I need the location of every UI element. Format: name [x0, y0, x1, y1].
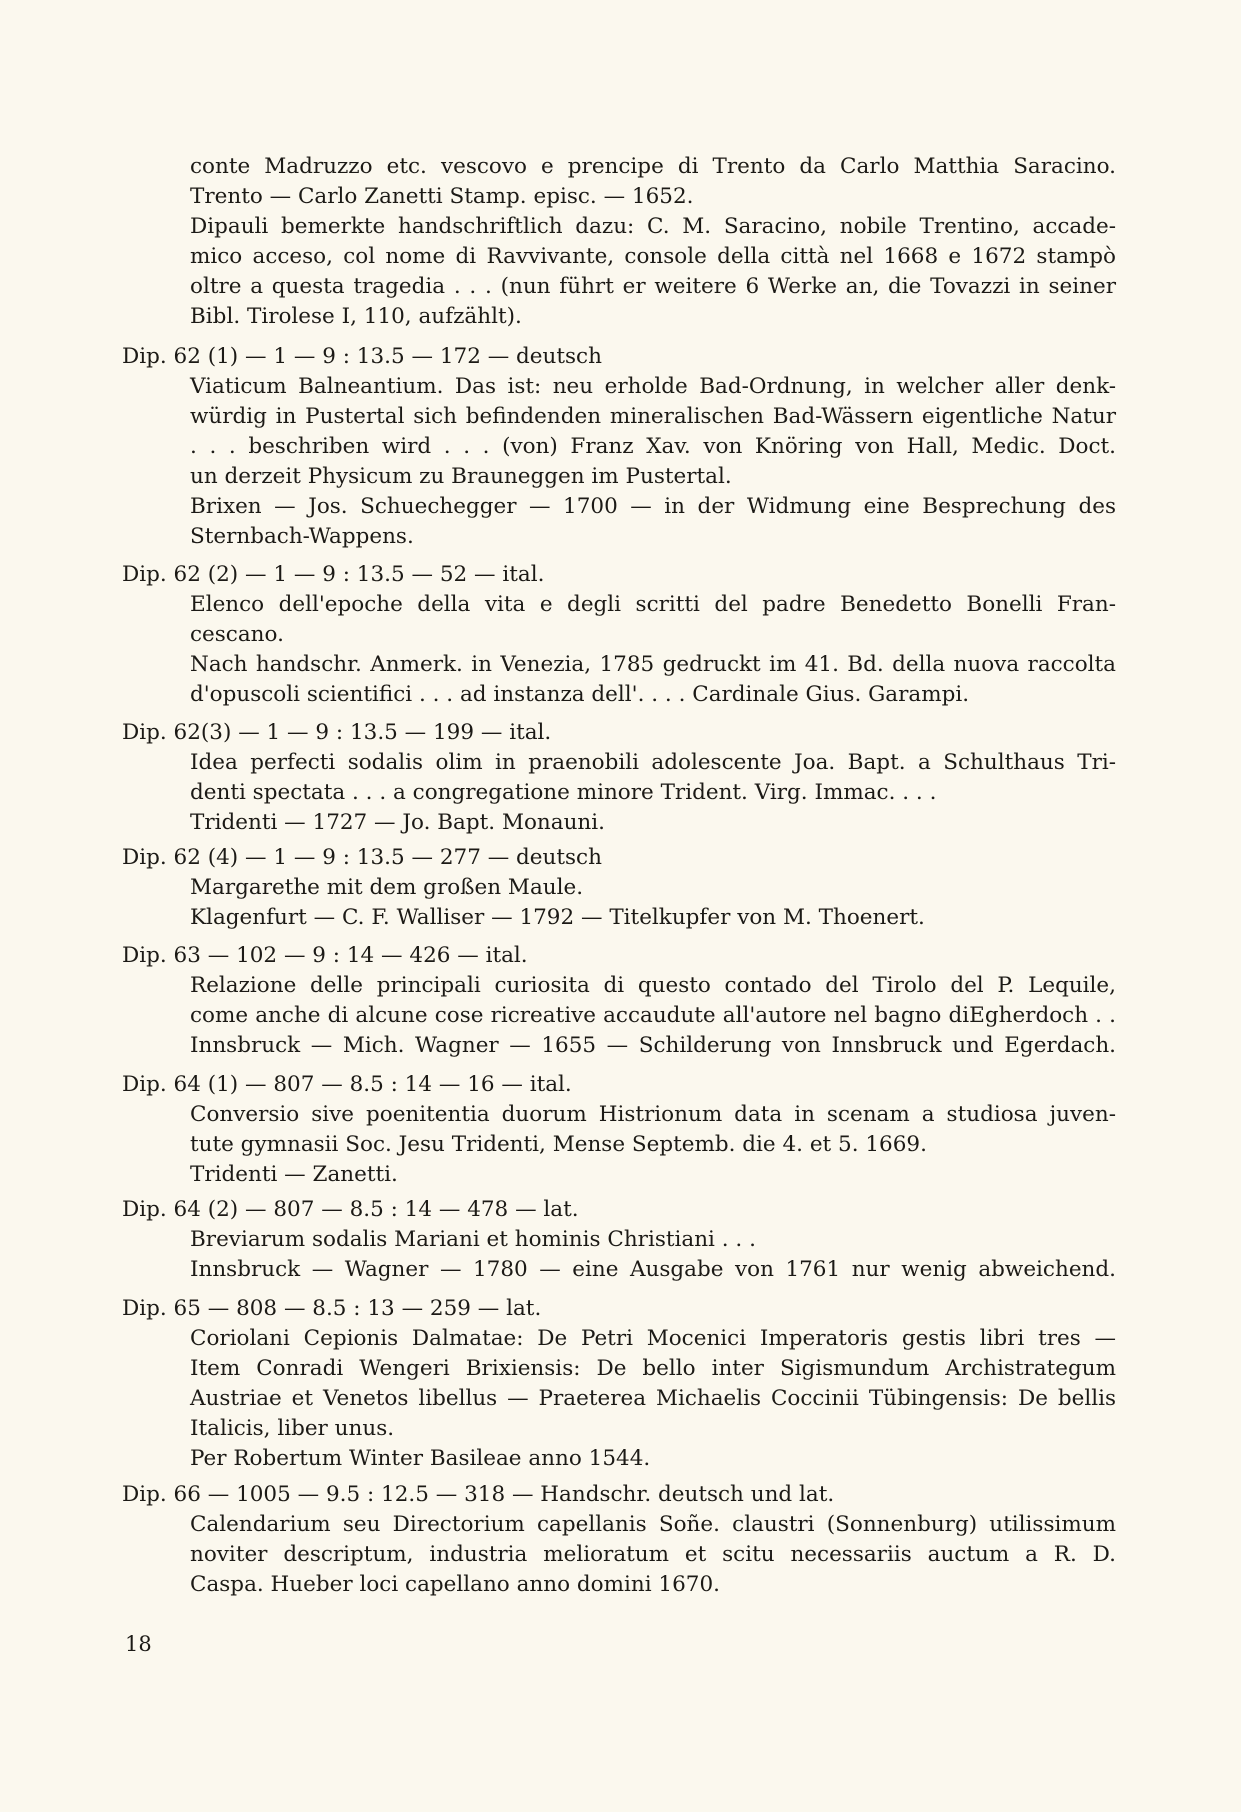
- entry-heading: Dip. 64 (1) — 807 — 8.5 : 14 — 16 — ital.: [122, 1072, 572, 1097]
- text-line: un derzeit Physicum zu Brauneggen im Pustertal.: [190, 464, 732, 489]
- text-line: Breviarum sodalis Mariani et hominis Christiani . . .: [190, 1227, 756, 1252]
- entry-heading: Dip. 63 — 102 — 9 : 14 — 426 — ital.: [122, 943, 528, 968]
- text-line: d'opuscoli scientifici . . . ad instanza dell'. . . . Cardinale Gius. Garampi.: [190, 682, 970, 707]
- text-line: Caspa. Hueber loci capellano anno domini 1670.: [190, 1572, 720, 1597]
- text-line: noviter descriptum, industria melioratum et scitu necessariis auctum a R. D.: [190, 1542, 1116, 1567]
- text-line: Tridenti — Zanetti.: [190, 1162, 398, 1187]
- text-line: come anche di alcune cose ricreative accaudute all'autore nel bagno diEgherdoch . .: [190, 1003, 1116, 1028]
- text-line: Italicis, liber unus.: [190, 1416, 395, 1441]
- text-line: Nach handschr. Anmerk. in Venezia, 1785 gedruckt im 41. Bd. della nuova raccolta: [190, 652, 1116, 677]
- text-line: Innsbruck — Wagner — 1780 — eine Ausgabe von 1761 nur wenig abweichend.: [190, 1257, 1116, 1282]
- text-line: Innsbruck — Mich. Wagner — 1655 — Schilderung von Innsbruck und Egerdach.: [190, 1033, 1116, 1058]
- text-line: Sternbach-Wappens.: [190, 524, 414, 549]
- entry-heading: Dip. 64 (2) — 807 — 8.5 : 14 — 478 — lat.: [122, 1197, 579, 1222]
- entry-heading: Dip. 62 (2) — 1 — 9 : 13.5 — 52 — ital.: [122, 562, 545, 587]
- entry-heading: Dip. 62(3) — 1 — 9 : 13.5 — 199 — ital.: [122, 720, 552, 745]
- text-line: Per Robertum Winter Basileae anno 1544.: [190, 1446, 651, 1471]
- entry-heading: Dip. 62 (4) — 1 — 9 : 13.5 — 277 — deutsch: [122, 845, 602, 870]
- page-number: 18: [125, 1632, 152, 1656]
- text-line: Idea perfecti sodalis olim in praenobili adolescente Joa. Bapt. a Schulthaus Tri-: [190, 750, 1116, 775]
- text-line: Tridenti — 1727 — Jo. Bapt. Monauni.: [190, 810, 605, 835]
- text-line: Bibl. Tirolese I, 110, aufzählt).: [190, 304, 522, 329]
- text-line: Relazione delle principali curiosita di questo contado del Tirolo del P. Lequile,: [190, 973, 1116, 998]
- text-line: Trento — Carlo Zanetti Stamp. episc. — 1652.: [190, 184, 694, 209]
- text-line: Calendarium seu Directorium capellanis Soñe. claustri (Sonnenburg) utilissimum: [190, 1512, 1116, 1537]
- text-line: Dipauli bemerkte handschriftlich dazu: C. M. Saracino, nobile Trentino, accade-: [190, 214, 1116, 239]
- text-line: Conversio sive poenitentia duorum Histrionum data in scenam a studiosa juven-: [190, 1102, 1116, 1127]
- text-line: Austriae et Venetos libellus — Praeterea Michaelis Coccinii Tübingensis: De bellis: [190, 1386, 1116, 1411]
- text-line: Coriolani Cepionis Dalmatae: De Petri Mocenici Imperatoris gestis libri tres —: [190, 1326, 1116, 1351]
- text-line: Klagenfurt — C. F. Walliser — 1792 — Titelkupfer von M. Thoenert.: [190, 905, 925, 930]
- text-line: Brixen — Jos. Schuechegger — 1700 — in der Widmung eine Besprechung des: [190, 494, 1116, 519]
- entry-heading: Dip. 62 (1) — 1 — 9 : 13.5 — 172 — deutsch: [122, 344, 602, 369]
- text-line: oltre a questa tragedia . . . (nun führt er weitere 6 Werke an, die Tovazzi in seiner: [190, 274, 1116, 299]
- text-line: würdig in Pustertal sich befindenden mineralischen Bad-Wässern eigentliche Natur: [190, 404, 1116, 429]
- text-line: Viaticum Balneantium. Das ist: neu erholde Bad-Ordnung, in welcher aller denk-: [190, 374, 1116, 399]
- text-line: Elenco dell'epoche della vita e degli scritti del padre Benedetto Bonelli Fran-: [190, 592, 1116, 617]
- text-line: Margarethe mit dem großen Maule.: [190, 875, 584, 900]
- text-line: tute gymnasii Soc. Jesu Tridenti, Mense Septemb. die 4. et 5. 1669.: [190, 1132, 927, 1157]
- text-line: conte Madruzzo etc. vescovo e prencipe di Trento da Carlo Matthia Saracino.: [190, 154, 1116, 179]
- entry-heading: Dip. 65 — 808 — 8.5 : 13 — 259 — lat.: [122, 1296, 542, 1321]
- entry-heading: Dip. 66 — 1005 — 9.5 : 12.5 — 318 — Handschr. deutsch und lat.: [122, 1482, 835, 1507]
- text-line: mico acceso, col nome di Ravvivante, console della città nel 1668 e 1672 stampò: [190, 244, 1116, 269]
- text-line: denti spectata . . . a congregatione minore Trident. Virg. Immac. . . .: [190, 780, 937, 805]
- text-line: . . . beschriben wird . . . (von) Franz Xav. von Knöring von Hall, Medic. Doct.: [190, 434, 1116, 459]
- text-line: Item Conradi Wengeri Brixiensis: De bello inter Sigismundum Archistrategum: [190, 1356, 1116, 1381]
- text-line: cescano.: [190, 622, 284, 647]
